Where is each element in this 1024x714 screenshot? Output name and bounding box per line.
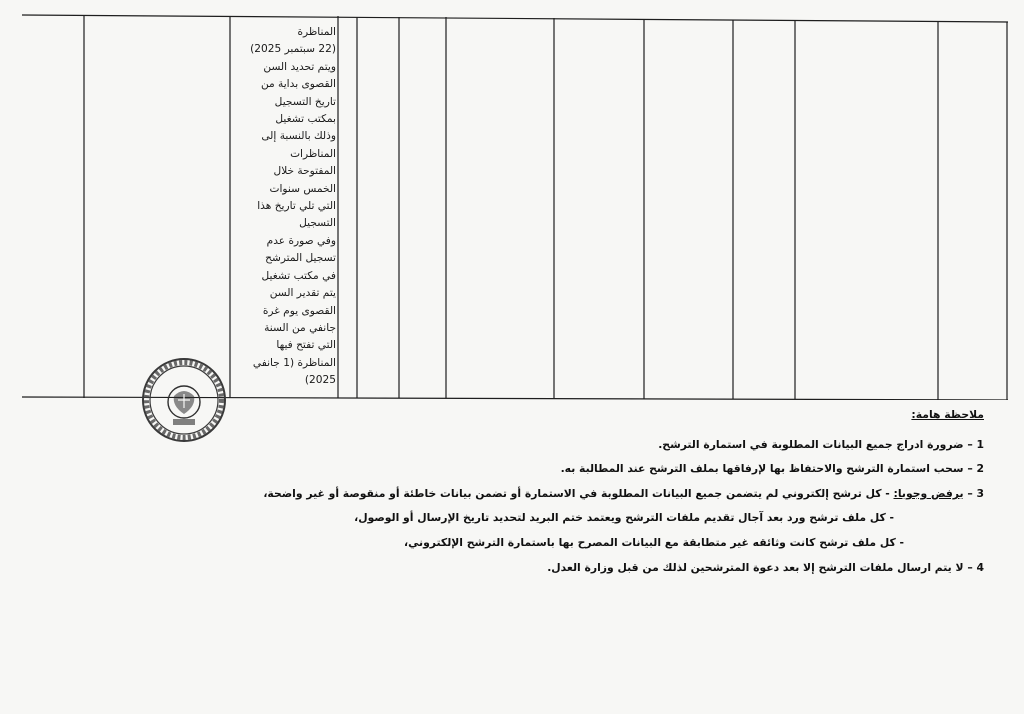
note-number-2: 2 – <box>967 462 984 475</box>
note-item-2 <box>561 462 984 475</box>
cell-line: المناظرات <box>290 147 336 160</box>
note-text-3: - كل ترشح إلكتروني لم يتضمن جميع البيانات المطلوبة في الاستمارة أو تضمن بيانات خاطئة أو منقوصة أو غير واضحة، <box>263 487 890 500</box>
cell-line: القصوى يوم غرة <box>262 304 336 317</box>
cell-line: جانفي من السنة <box>264 321 336 334</box>
note-text-2: سحب استمارة الترشح والاحتفاظ بها لإرفاقها بملف الترشح عند المطالبة به. <box>560 462 964 475</box>
cell-line: المناظرة (1 جانفي <box>252 356 336 369</box>
cell-line: القصوى بداية من <box>260 78 336 91</box>
note-text-1: ضرورة ادراج جميع البيانات المطلوبة في استمارة الترشح. <box>658 438 964 451</box>
note-number-4: 4 – <box>967 561 984 574</box>
official-seal-stamp <box>140 356 228 444</box>
cell-line: الخمس سنوات <box>269 182 336 195</box>
cell-line: تسجيل المترشح <box>265 252 336 265</box>
cell-line: في مكتب تشغيل <box>261 269 336 282</box>
cell-line: التسجيل <box>299 217 336 230</box>
cell-line: بمكتب تشغيل <box>275 113 336 126</box>
cell-line: يتم تقدير السن <box>269 287 336 300</box>
cell-line: ويتم تحديد السن <box>263 60 336 73</box>
table-top-border <box>22 15 1008 22</box>
cell-line: التي تلي تاريخ هذا <box>257 200 336 213</box>
cell-line: 2025) <box>304 374 336 387</box>
cell-line: (22 سبتمبر 2025) <box>250 43 336 56</box>
cell-line: تاريخ التسجيل <box>274 95 336 108</box>
note-number-3: 3 – <box>967 487 984 500</box>
notes-title: ملاحظة هامة: <box>911 408 984 421</box>
cell-line: التي تفتح فيها <box>276 339 336 352</box>
note-item-3 <box>263 487 984 500</box>
note-label-3: يرفض وجوبا: <box>893 487 964 500</box>
note-text-4: لا يتم ارسال ملفات الترشح إلا بعد دعوة المترشحين لذلك من قبل وزارة العدل. <box>547 561 964 574</box>
cell-line: وذلك بالنسبة إلى <box>261 130 336 143</box>
note-number-1: 1 – <box>967 438 984 451</box>
cell-line: المناظرة <box>297 26 336 38</box>
cell-line: المفتوحة خلال <box>273 165 336 178</box>
table-grid <box>22 14 1008 400</box>
note-subitem-3a: - كل ملف ترشح ورد بعد آجال تقديم ملفات الترشح ويعتمد ختم البريد لتحديد تاريخ الإرسال أو الوصول، <box>354 511 894 524</box>
note-item-4 <box>547 561 984 574</box>
note-item-1 <box>658 438 984 451</box>
note-subitem-3b: - كل ملف ترشح كانت وثائقه غير متطابقة مع البيانات المصرح بها باستمارة الترشح الإلكتروني، <box>404 536 904 549</box>
table-cell-age-conditions <box>240 24 336 390</box>
cell-line: وفي صورة عدم <box>266 234 336 247</box>
